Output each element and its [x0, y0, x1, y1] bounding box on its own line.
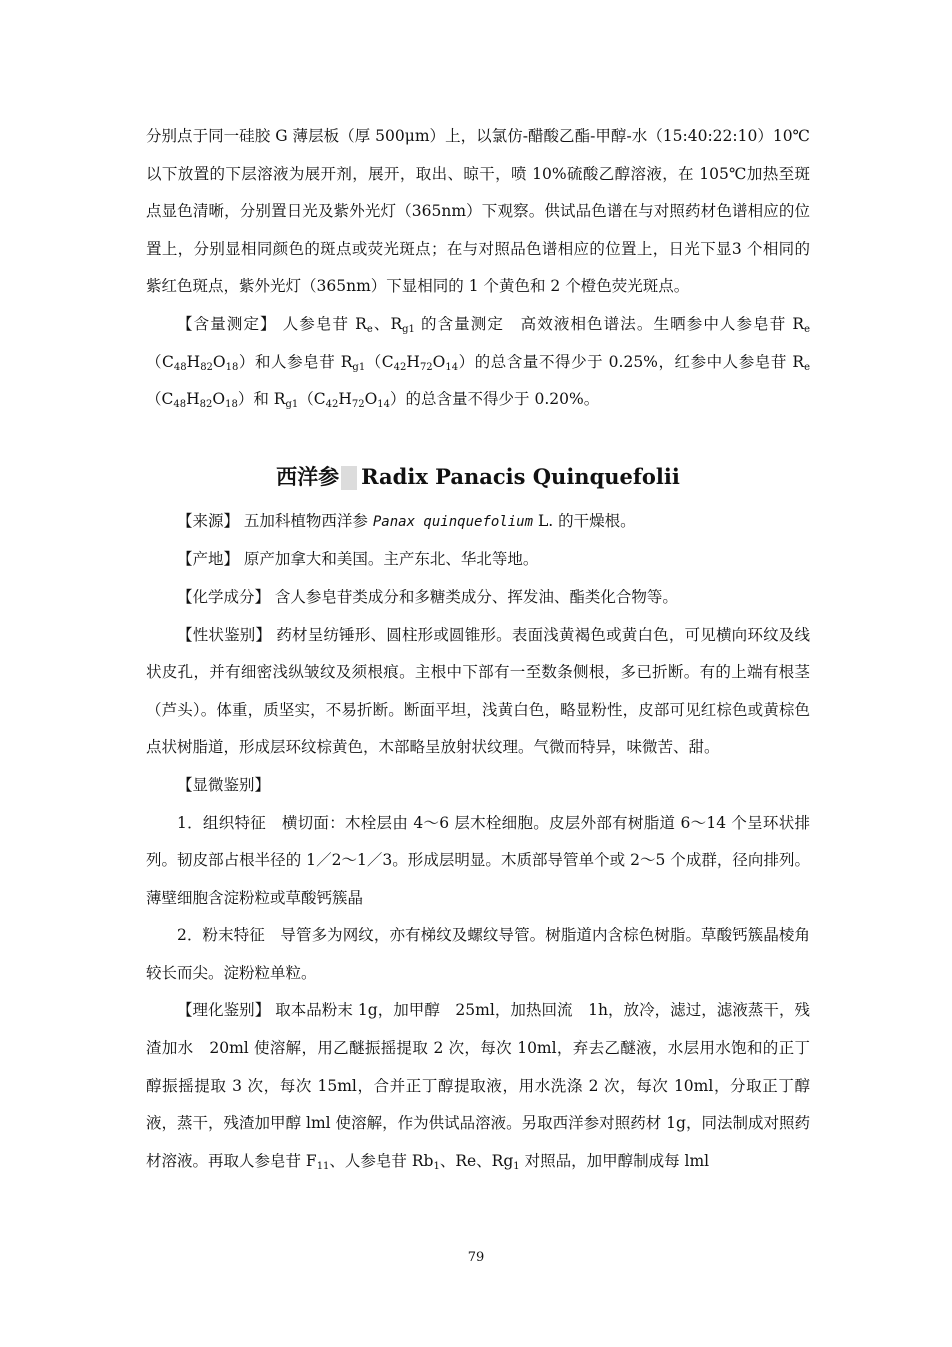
heading-latin: Radix Panacis Quinquefolii — [361, 463, 680, 489]
heading-highlight-mark — [341, 466, 357, 490]
latin-name: Panax quinquefolium — [372, 513, 534, 530]
paragraph-source: 【来源】 五加科植物西洋参 Panax quinquefolium L. 的干燥根。 — [177, 511, 636, 530]
paragraph-microscopy-title: 【显微鉴别】 — [177, 775, 271, 794]
paragraph-origin: 【产地】 原产加拿大和美国。主产东北、华北等地。 — [177, 550, 539, 569]
section-heading — [146, 457, 810, 497]
paragraph-morphology: 【性状鉴别】 药材呈纺锤形、圆柱形或圆锥形。表面浅黄褐色或黄白色，可见横向环纹及线状皮孔，并有细密浅纵皱纹及须根痕。主根中下部有一至数条侧根，多已折断。有的上端有根茎（芦头）。体重，质坚实，不易折断。断面平坦，浅黄白色，略显粉性，皮部可见红棕色或黄棕色点状树脂道，形成层环纹棕黄色，木部略呈放射状纹理。气微而特异，味微苦、甜。 — [146, 625, 810, 757]
page-content — [146, 118, 810, 1180]
paragraph-physicochemical: 【理化鉴别】 取本品粉末 1g，加甲醇 25ml，加热回流 1h，放冷，滤过，滤液蒸干，残渣加水 20ml 使溶解，用乙醚振摇提取 2 次，每次 10ml，弃去乙醚液，水层用水饱和的正丁醇振摇提取 3 次，每次 15ml，合并正丁醇提取液，用水洗涤 2 次，每次 10ml，分取正丁醇液，蒸干，残渣加甲醇 lml 使溶解，作为供试品溶液。另取西洋参对照药材 1g，同法制成对照药材溶液。再取人参皂苷 $F_{11}$、人参皂苷 $Rb_1$、Re、$Rg_1$ 对照品，加甲醇制成每 lml — [146, 1001, 810, 1172]
page-number: 79 — [467, 1250, 485, 1265]
heading-chinese: 西洋参 — [276, 464, 340, 489]
paragraph-microscopy-tissue: 1．组织特征 横切面：木栓层由 4～6 层木栓细胞。皮层外部有树脂道 6～14 个呈环状排列。韧皮部占根半径的 1／2～1／3。形成层明显。木质部导管单个或 2～5 个成群，径向排列。薄壁细胞含淀粉粒或草酸钙簇晶 — [146, 813, 810, 907]
heading-title — [276, 464, 680, 489]
paragraph-assay: 【含量测定】 人参皂苷 $R_e$、$R_{g1}$ 的含量测定 高效液相色谱法。生晒参中人参皂苷 $R_e(C_{48}H_{82}O_{18})$和人参皂苷 $R_{g1}(C_{42}H_{72}O_{14})$的总含量不得少于 0.25%，红参中人参皂苷 $R_e(C_{48}H_{82}O_{18})$和 $R_{g1}(C_{42}H_{72}O_{14})$的总含量不得少于 0.20%。 — [146, 314, 810, 411]
paragraph-microscopy-powder: 2．粉末特征 导管多为网纹，亦有梯纹及螺纹导管。树脂道内含棕色树脂。草酸钙簇晶棱角较长而尖。淀粉粒单粒。 — [146, 926, 810, 982]
paragraph-tlc: 分别点于同一硅胶 G 薄层板（厚 500μm）上，以氯仿-醋酸乙酯-甲醇-水（15:40:22:10）10℃以下放置的下层溶液为展开剂，展开，取出、晾干，喷 10%硫酸乙醇溶液，在 105℃加热至斑点显色清晰，分别置日光及紫外光灯（365nm）下观察。供试品色谱在与对照药材色谱相应的位置上，分别显相同颜色的斑点或荧光斑点；在与对照品色谱相应的位置上，日光下显3 个相同的紫红色斑点，紫外光灯（365nm）下显相同的 1 个黄色和 2 个橙色荧光斑点。 — [146, 127, 810, 296]
paragraph-chemistry: 【化学成分】 含人参皂苷类成分和多糖类成分、挥发油、酯类化合物等。 — [177, 587, 678, 606]
